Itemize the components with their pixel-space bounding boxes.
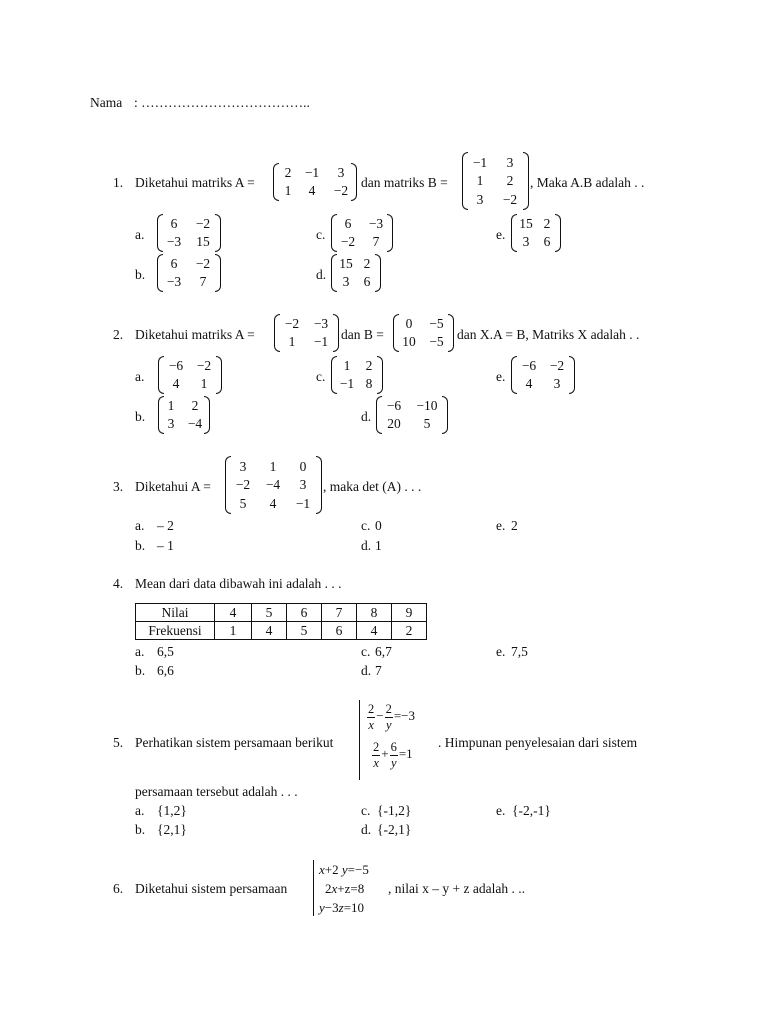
question-number: 4. <box>113 576 124 591</box>
table-cell: 4 <box>252 622 287 640</box>
option-d-value: 7 <box>375 663 382 678</box>
equation-system <box>359 700 439 780</box>
option-a-label: a. <box>135 227 145 242</box>
table-cell: 1 <box>215 622 252 640</box>
nama-label: Nama <box>90 95 123 110</box>
option-d-matrix: 15 2 3 6 <box>331 254 381 292</box>
option-e-matrix: 15 2 3 6 <box>511 214 561 252</box>
option-a-matrix: −6 −2 4 1 <box>158 356 222 394</box>
option-c-label: c. <box>361 803 371 818</box>
matrix-b: 0 −5 10 −5 <box>393 314 454 352</box>
matrix-a: 2 −1 3 1 4 −2 <box>273 163 357 201</box>
question-text-2: , nilai x – y + z adalah . .. <box>388 881 525 896</box>
option-c-label: c. <box>316 369 326 384</box>
option-b-label: b. <box>135 538 146 553</box>
option-a-label: a. <box>135 803 145 818</box>
equation-2: 2x+z=8 <box>325 881 365 896</box>
option-e-label: e. <box>496 803 506 818</box>
question-number: 1. <box>113 175 124 190</box>
option-a-value: 6,5 <box>157 644 174 659</box>
option-e-value: {-2,-1} <box>512 803 551 818</box>
equation-1: x+2 y=−5 <box>319 862 369 877</box>
option-a-matrix: 6 −2 −3 15 <box>157 214 221 252</box>
question-number: 2. <box>113 327 124 342</box>
option-e-label: e. <box>496 369 506 384</box>
option-a-label: a. <box>135 644 145 659</box>
option-c-label: c. <box>361 644 371 659</box>
matrix-b: −1 3 1 2 3 −2 <box>462 152 529 210</box>
table-cell: 2 <box>392 622 427 640</box>
option-b-label: b. <box>135 267 146 282</box>
question-number: 5. <box>113 735 124 750</box>
option-d-label: d. <box>361 538 372 553</box>
nama-field: : ……………………………….. <box>134 95 310 110</box>
question-text: Perhatikan sistem persamaan berikut <box>135 735 334 750</box>
option-b-label: b. <box>135 409 146 424</box>
option-b-value: – 1 <box>157 538 174 553</box>
equation-2: $\frac{2}{x}$ + $\frac{6}{y}$ =1 <box>373 740 413 770</box>
question-text-2: dan matriks B = <box>361 175 448 190</box>
table-cell: 7 <box>322 604 357 622</box>
option-a-value: {1,2} <box>157 803 187 818</box>
table-cell: 9 <box>392 604 427 622</box>
question-number: 6. <box>113 881 124 896</box>
question-text-3: , Maka A.B adalah . . <box>530 175 645 190</box>
question-text: Diketahui matriks A = <box>135 327 255 342</box>
question-text-3: dan X.A = B, Matriks X adalah . . <box>457 327 640 342</box>
question-text: Diketahui matriks A = <box>135 175 255 190</box>
option-d-label: d. <box>316 267 327 282</box>
table-row <box>136 622 427 640</box>
table-cell: 5 <box>252 604 287 622</box>
option-c-matrix: 1 2 −1 8 <box>331 356 383 394</box>
matrix-a: 3 1 0 −2 −4 3 5 4 −1 <box>225 456 322 514</box>
option-e-label: e. <box>496 518 506 533</box>
option-a-label: a. <box>135 518 145 533</box>
question-text: Diketahui sistem persamaan <box>135 881 288 896</box>
option-a-value: – 2 <box>157 518 174 533</box>
option-e-label: e. <box>496 644 506 659</box>
option-b-label: b. <box>135 663 146 678</box>
table-cell: 5 <box>287 622 322 640</box>
table-cell: Frekuensi <box>136 622 215 640</box>
table-cell: 4 <box>357 622 392 640</box>
option-e-matrix: −6 −2 4 3 <box>511 356 575 394</box>
question-text-3: persamaan tersebut adalah . . . <box>135 784 298 799</box>
option-c-value: {-1,2} <box>377 803 412 818</box>
option-b-matrix: 1 2 3 −4 <box>158 396 210 434</box>
equation-system <box>313 860 391 916</box>
brace-icon <box>313 860 317 916</box>
option-d-label: d. <box>361 663 372 678</box>
question-text-2: dan B = <box>341 327 384 342</box>
option-b-value: {2,1} <box>157 822 187 837</box>
table-row <box>136 604 427 622</box>
option-c-value: 6,7 <box>375 644 392 659</box>
option-b-matrix: 6 −2 −3 7 <box>157 254 221 292</box>
question-text-2: . Himpunan penyelesaian dari sistem <box>438 735 638 750</box>
option-b-value: 6,6 <box>157 663 174 678</box>
option-e-label: e. <box>496 227 506 242</box>
option-b-label: b. <box>135 822 146 837</box>
data-table <box>135 603 427 640</box>
option-c-value: 0 <box>375 518 382 533</box>
matrix-a: −2 −3 1 −1 <box>274 314 339 352</box>
table-cell: 8 <box>357 604 392 622</box>
question-text: Diketahui A = <box>135 479 211 494</box>
table-cell: Nilai <box>136 604 215 622</box>
option-c-label: c. <box>361 518 371 533</box>
option-d-label: d. <box>361 822 372 837</box>
equation-1: $\frac{2}{x}$ − $\frac{2}{y}$ =−3 <box>368 702 416 732</box>
table-cell: 4 <box>215 604 252 622</box>
option-d-matrix: −6 −10 20 5 <box>376 396 448 434</box>
question-number: 3. <box>113 479 124 494</box>
equation-3: y−3z=10 <box>319 900 365 915</box>
option-d-label: d. <box>361 409 372 424</box>
option-e-value: 2 <box>511 518 518 533</box>
question-text-2: , maka det (A) . . . <box>323 479 422 494</box>
question-text: Mean dari data dibawah ini adalah . . . <box>135 576 342 591</box>
option-c-label: c. <box>316 227 326 242</box>
option-e-value: 7,5 <box>511 644 528 659</box>
option-d-value: 1 <box>375 538 382 553</box>
option-c-matrix: 6 −3 −2 7 <box>331 214 393 252</box>
table-cell: 6 <box>322 622 357 640</box>
option-a-label: a. <box>135 369 145 384</box>
option-d-value: {-2,1} <box>377 822 412 837</box>
brace-icon <box>359 700 363 780</box>
table-cell: 6 <box>287 604 322 622</box>
